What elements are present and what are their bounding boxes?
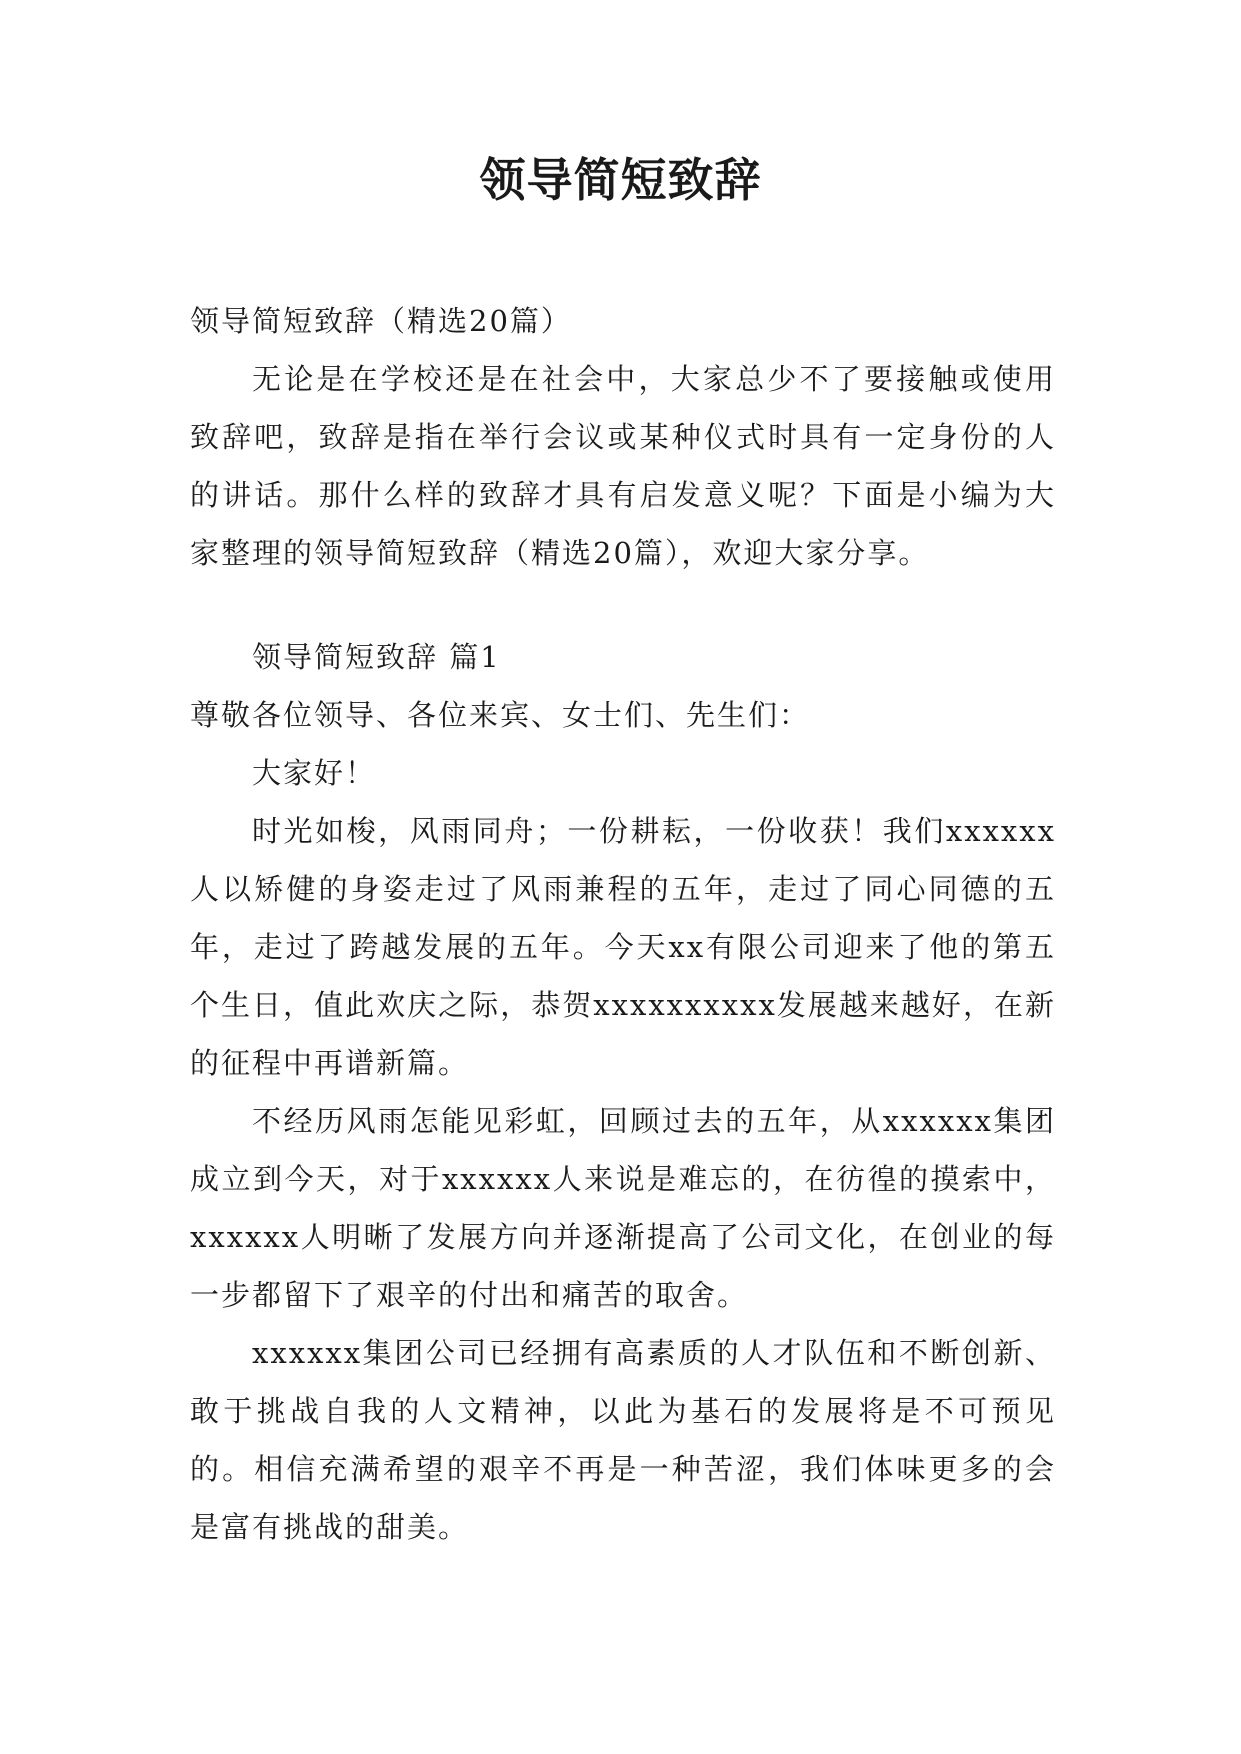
intro-paragraph: 无论是在学校还是在社会中，大家总少不了要接触或使用致辞吧，致辞是指在举行会议或某种仪式时具有一定身份的人的讲话。那什么样的致辞才具有启发意义呢？下面是小编为大家整理的领导简短致辞（精选20篇），欢迎大家分享。 bbox=[190, 362, 1056, 570]
body-paragraph-2: 不经历风雨怎能见彩虹，回顾过去的五年，从xxxxxx集团成立到今天，对于xxxxxx人来说是难忘的，在彷徨的摸索中，xxxxxx人明晰了发展方向并逐渐提高了公司文化，在创业的每一步都留下了艰辛的付出和痛苦的取舍。 bbox=[190, 1104, 1056, 1312]
document-body bbox=[190, 292, 1056, 1556]
greeting: 大家好！ bbox=[252, 756, 377, 790]
document-title: 领导简短致辞 bbox=[479, 153, 762, 207]
section-heading: 领导简短致辞 篇1 bbox=[252, 640, 501, 674]
body-paragraph-1: 时光如梭，风雨同舟；一份耕耘，一份收获！我们xxxxxx人以矫健的身姿走过了风雨兼程的五年，走过了同心同德的五年，走过了跨越发展的五年。今天xx有限公司迎来了他的第五个生日，值此欢庆之际，恭贺xxxxxxxxxx发展越来越好，在新的征程中再谱新篇。 bbox=[190, 814, 1056, 1080]
body-paragraph-3: xxxxxx集团公司已经拥有高素质的人才队伍和不断创新、敢于挑战自我的人文精神，以此为基石的发展将是不可预见的。相信充满希望的艰辛不再是一种苦涩，我们体味更多的会是富有挑战的甜美。 bbox=[190, 1336, 1056, 1544]
salutation: 尊敬各位领导、各位来宾、女士们、先生们： bbox=[190, 698, 811, 732]
document-subtitle: 领导简短致辞（精选20篇） bbox=[190, 304, 572, 338]
